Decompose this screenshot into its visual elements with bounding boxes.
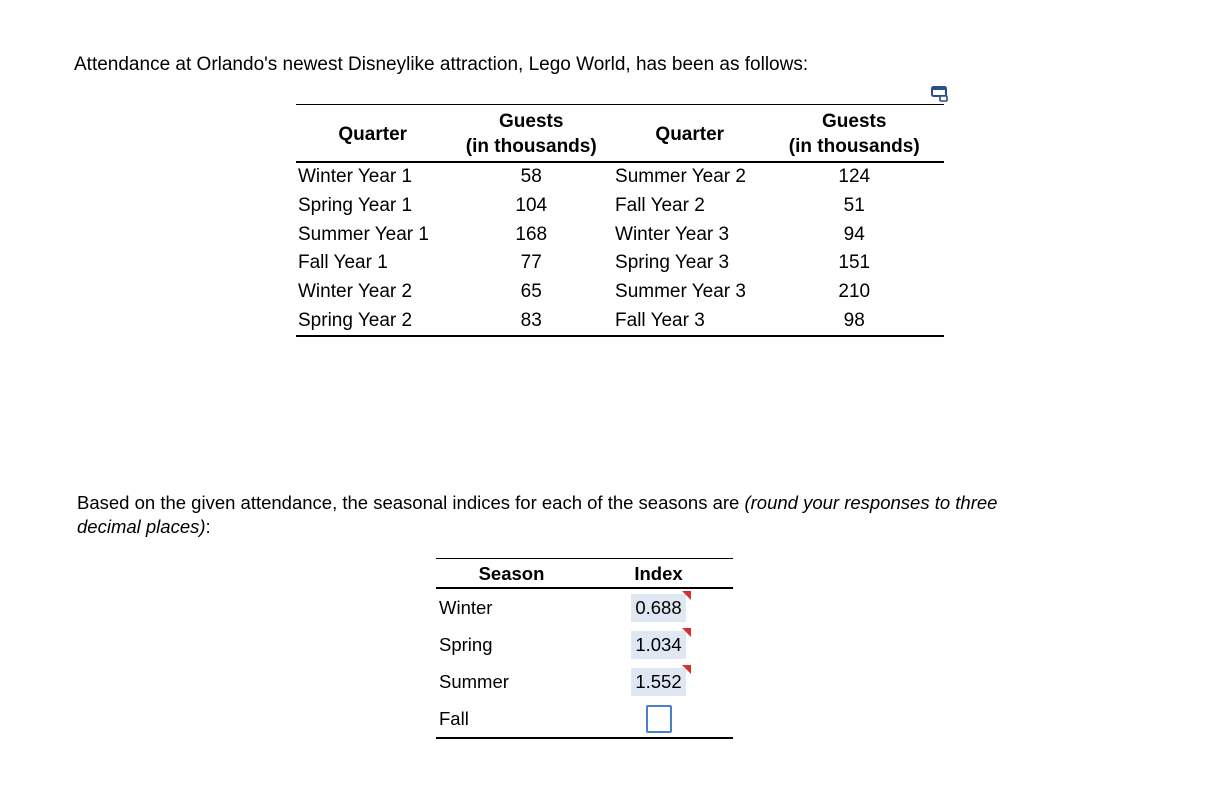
quarter-cell: Summer Year 3 (615, 281, 746, 303)
header-quarter-right: Quarter (615, 105, 764, 163)
quarter-cell: Spring Year 3 (615, 252, 730, 274)
guests-cell: 124 (838, 166, 871, 188)
quarter-cell: Fall Year 1 (298, 252, 388, 274)
copy-data-icon[interactable] (930, 85, 950, 103)
guests-cell: 83 (520, 309, 542, 331)
quarter-cell: Spring Year 2 (298, 309, 413, 331)
prompt-main: Based on the given attendance, the seasonal indices for each of the seasons are (77, 492, 745, 513)
prompt-end: : (205, 516, 211, 537)
guests-cell: 210 (838, 281, 871, 303)
answer-field-winter[interactable] (631, 594, 685, 622)
quarter-cell: Summer Year 2 (615, 166, 746, 188)
attendance-header-row (296, 105, 944, 163)
header-guests-right (764, 105, 944, 163)
table-row (296, 249, 944, 278)
quarter-cell: Winter Year 3 (615, 223, 730, 245)
season-label: Winter (439, 596, 493, 618)
header-guests-left-line2: (in thousands) (465, 136, 597, 157)
answer-value: 0.688 (635, 596, 682, 618)
quarter-cell: Winter Year 2 (298, 281, 413, 303)
table-row (296, 306, 944, 336)
guests-cell: 104 (515, 195, 548, 217)
guests-cell: 58 (520, 166, 542, 188)
quarter-cell: Fall Year 2 (615, 195, 705, 217)
header-quarter-left: Quarter (296, 105, 447, 163)
intro-text: Attendance at Orlando's newest Disneylike attraction, Lego World, has been as follows: (74, 54, 809, 75)
quarter-cell: Summer Year 1 (298, 223, 429, 245)
incorrect-flag-icon (682, 591, 691, 600)
index-cell (584, 588, 733, 626)
quarter-cell: Spring Year 1 (298, 195, 413, 217)
quarter-cell: Fall Year 3 (615, 309, 705, 331)
table-row (296, 162, 944, 192)
header-season: Season (436, 559, 584, 589)
header-index: Index (584, 559, 733, 589)
answer-value: 1.034 (635, 633, 682, 655)
header-guests-left (447, 105, 615, 163)
question-prompt (77, 491, 1057, 539)
incorrect-flag-icon (682, 665, 691, 674)
index-cell (584, 663, 733, 700)
guests-cell: 51 (843, 195, 865, 217)
season-label: Spring (439, 633, 493, 655)
guests-cell: 151 (838, 252, 871, 274)
table-row (296, 278, 944, 307)
season-label: Fall (439, 707, 469, 729)
guests-cell: 168 (515, 223, 548, 245)
prompt-instruction: (round your responses to three decimal places) (77, 492, 998, 537)
answer-input-fall[interactable] (646, 705, 672, 733)
header-guests-left-line1: Guests (499, 111, 564, 132)
table-row (436, 700, 733, 738)
table-row (296, 192, 944, 221)
attendance-table (296, 104, 944, 337)
season-header-row (436, 559, 733, 589)
incorrect-flag-icon (682, 628, 691, 637)
table-row (296, 220, 944, 249)
index-cell (584, 700, 733, 738)
table-row (436, 663, 733, 700)
guests-cell: 94 (843, 223, 865, 245)
seasonal-index-table (436, 558, 733, 739)
table-row (436, 626, 733, 663)
answer-value: 1.552 (635, 670, 682, 692)
answer-field-summer[interactable] (631, 668, 685, 696)
header-guests-right-line2: (in thousands) (788, 136, 920, 157)
table-row (436, 588, 733, 626)
guests-cell: 98 (843, 309, 865, 331)
header-guests-right-line1: Guests (822, 111, 887, 132)
guests-cell: 77 (520, 252, 542, 274)
index-cell (584, 626, 733, 663)
season-label: Summer (439, 670, 509, 692)
answer-field-spring[interactable] (631, 631, 685, 659)
guests-cell: 65 (520, 281, 542, 303)
quarter-cell: Winter Year 1 (298, 166, 413, 188)
